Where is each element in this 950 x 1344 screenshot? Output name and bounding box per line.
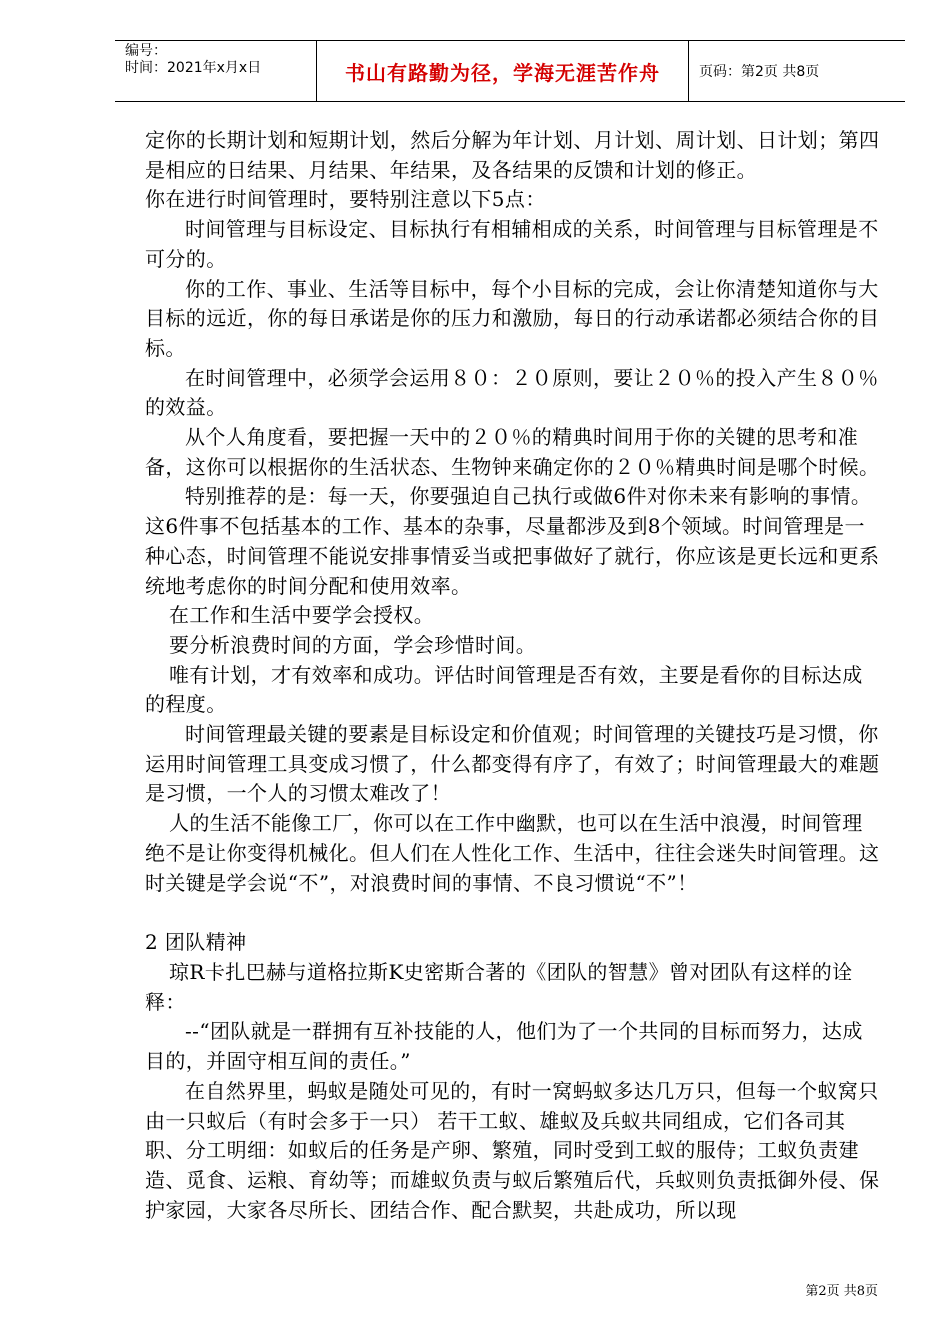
page-header: [115, 40, 905, 102]
paragraph: 从个人角度看，要把握一天中的２０％的精典时间用于你的关键的思考和准备，这你可以根据你的生活状态、生物钟来确定你的２０％精典时间是哪个时候。: [145, 425, 880, 479]
paragraph: 在时间管理中，必须学会运用８０：２０原则，要让２０％的投入产生８０％的效益。: [145, 365, 879, 420]
document-number-label: 编号：: [125, 43, 167, 59]
paragraph: 人的生活不能像工厂，你可以在工作中幽默，也可以在生活中浪漫，时间管理绝不是让你变得机械化。但人们在人性化工作、生活中，往往会迷失时间管理。这时关键是学会说“不”，对浪费时间的事情、不良习惯说“不”！: [145, 811, 880, 895]
header-motto: 书山有路勤为径，学海无涯苦作舟: [317, 41, 689, 101]
paragraph: 特别推荐的是：每一天，你要强迫自己执行或做6件对你未来有影响的事情。这6件事不包括基本的工作、基本的杂事，尽量都涉及到8个领域。时间管理是一种心态，时间管理不能说安排事情妥当或把事做好了就行，你应该是更长远和更系统地考虑你的时间分配和使用效率。: [145, 484, 880, 598]
paragraph: 在自然界里，蚂蚁是随处可见的，有时一窝蚂蚁多达几万只，但每一个蚁窝只由一只蚁后（有时会多于一只） 若干工蚁、雄蚁及兵蚁共同组成，它们各司其职、分工明细：如蚁后的任务是产卵、繁殖，同时受到工蚁的服侍；工蚁负责建造、觅食、运粮、育幼等；而雄蚁负责与蚁后繁殖后代，兵蚁则负责抵御外侵、保护家园，大家各尽所长、团结合作、配合默契，共赴成功，所以现: [145, 1078, 880, 1222]
paragraph: 你的工作、事业、生活等目标中，每个小目标的完成，会让你清楚知道你与大目标的远近，你的每日承诺是你的压力和激励，每日的行动承诺都必须结合你的目标。: [145, 276, 880, 360]
paragraph: 要分析浪费时间的方面，学会珍惜时间。: [169, 632, 537, 657]
paragraph: 在工作和生活中要学会授权。: [169, 603, 435, 628]
quote-paragraph: --“团队就是一群拥有互补技能的人，他们为了一个共同的目标而努力，达成目的，并固守相互间的责任。”: [145, 1019, 863, 1074]
header-meta: [115, 41, 317, 101]
page-footer: 第2页 共8页: [805, 1284, 878, 1299]
paragraph: 定你的长期计划和短期计划，然后分解为年计划、月计划、周计划、日计划；第四是相应的日结果、月结果、年结果，及各结果的反馈和计划的修正。: [145, 128, 880, 182]
paragraph: 琼R卡扎巴赫与道格拉斯K史密斯合著的《团队的智慧》曾对团队有这样的诠释：: [145, 959, 853, 1014]
document-date-label: 时间：2021年x月x日: [125, 60, 262, 76]
paragraph: 时间管理与目标设定、目标执行有相辅相成的关系，时间管理与目标管理是不可分的。: [145, 217, 879, 271]
header-page-number: 页码：第2页 共8页: [699, 64, 820, 80]
paragraph: 你在进行时间管理时，要特别注意以下5点：: [145, 187, 546, 212]
document-body: [145, 126, 880, 1225]
section-heading: 2 团队精神: [145, 930, 247, 955]
paragraph: 时间管理最关键的要素是目标设定和价值观；时间管理的关键技巧是习惯，你运用时间管理工具变成习惯了，什么都变得有序了，有效了；时间管理最大的难题是习惯，一个人的习惯太难改了！: [145, 722, 880, 806]
paragraph: 唯有计划，才有效率和成功。评估时间管理是否有效，主要是看你的目标达成的程度。: [145, 662, 863, 717]
